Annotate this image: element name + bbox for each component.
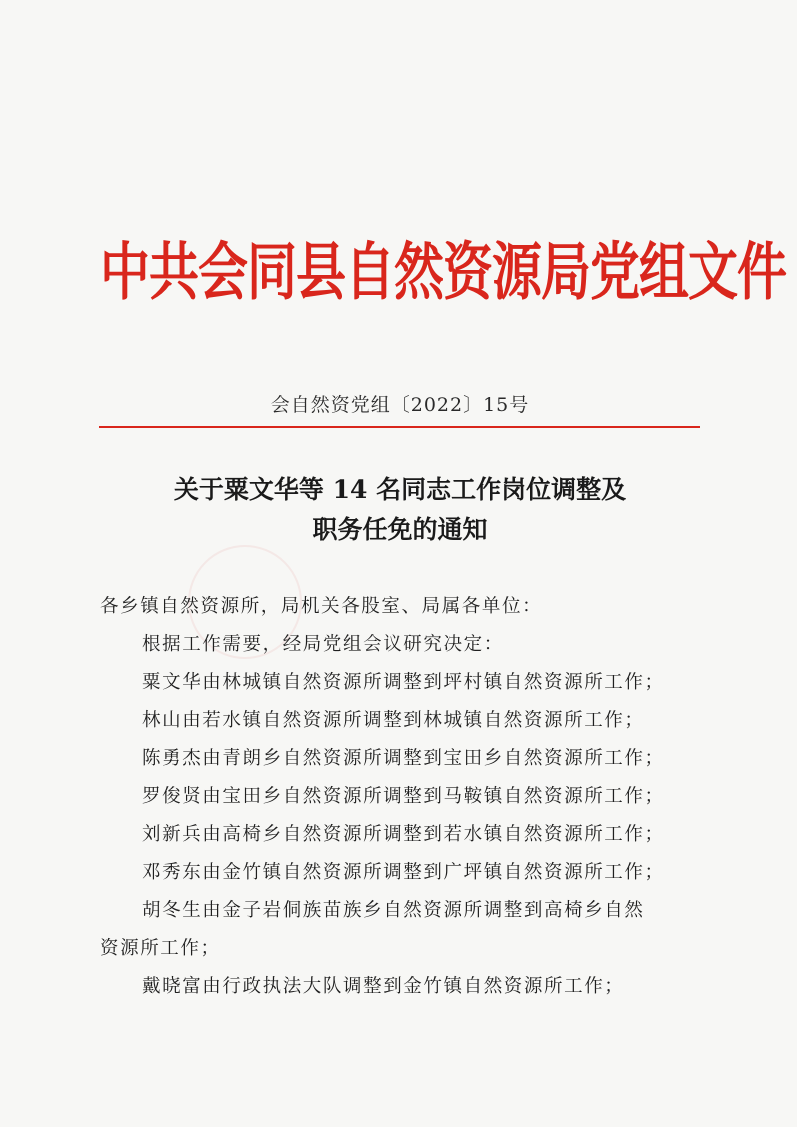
body-paragraph: 林山由若水镇自然资源所调整到林城镇自然资源所工作； xyxy=(142,710,645,731)
notice-body xyxy=(100,588,700,1006)
red-divider-line xyxy=(99,426,700,428)
body-paragraph: 胡冬生由金子岩侗族苗族乡自然资源所调整到高椅乡自然 xyxy=(142,900,645,921)
document-number: 会自然资党组〔2022〕15号 xyxy=(270,394,530,416)
notice-title-line-2: 职务任免的通知 xyxy=(312,515,488,544)
body-paragraph: 邓秀东由金竹镇自然资源所调整到广坪镇自然资源所工作； xyxy=(142,862,665,883)
org-header-title: 中共会同县自然资源局党组文件 xyxy=(100,235,786,309)
body-paragraph: 根据工作需要，经局党组会议研究决定： xyxy=(142,634,504,655)
body-paragraph: 粟文华由林城镇自然资源所调整到坪村镇自然资源所工作； xyxy=(142,672,665,693)
body-paragraph: 刘新兵由高椅乡自然资源所调整到若水镇自然资源所工作； xyxy=(142,824,665,845)
notice-title xyxy=(100,470,700,550)
notice-title-line-1: 关于粟文华等 14 名同志工作岗位调整及 xyxy=(173,475,627,504)
body-paragraph-continuation: 资源所工作； xyxy=(100,938,221,959)
body-paragraph: 戴晓富由行政执法大队调整到金竹镇自然资源所工作； xyxy=(142,976,625,997)
addressee-line: 各乡镇自然资源所，局机关各股室、局属各单位： xyxy=(100,596,543,617)
body-paragraph: 陈勇杰由青朗乡自然资源所调整到宝田乡自然资源所工作； xyxy=(142,748,665,769)
body-paragraph: 罗俊贤由宝田乡自然资源所调整到马鞍镇自然资源所工作； xyxy=(142,786,665,807)
